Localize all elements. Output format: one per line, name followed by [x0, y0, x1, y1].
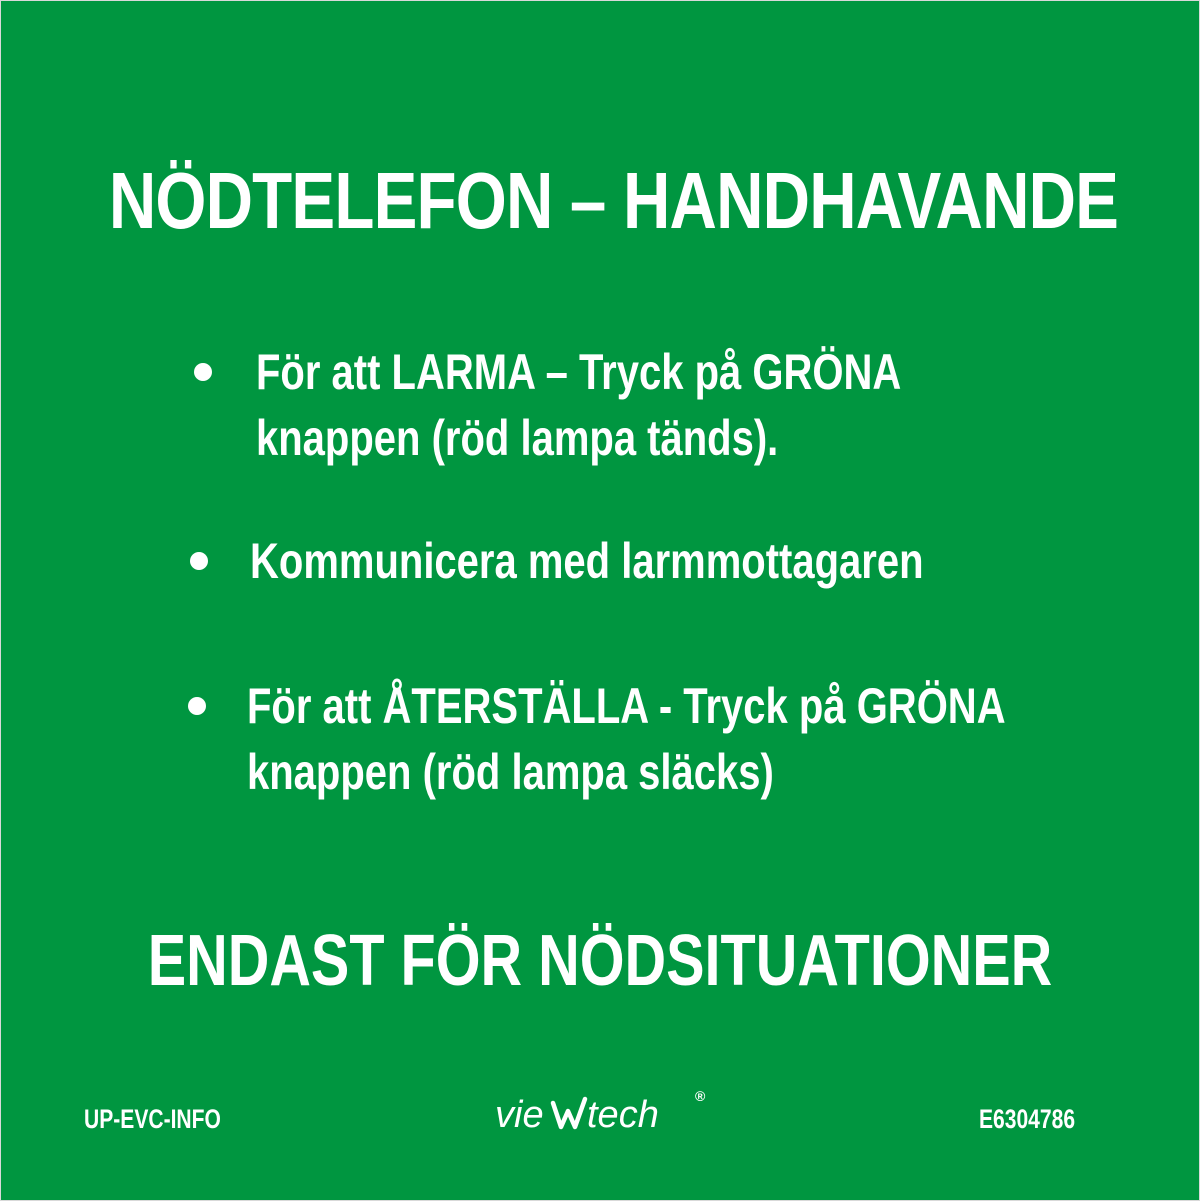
registered-mark: ® — [695, 1088, 706, 1104]
logo-text-right: tech — [587, 1094, 659, 1136]
bullet-dot-icon — [194, 363, 212, 381]
sign-title: NÖDTELEFON – HANDHAVANDE — [108, 156, 1119, 245]
emergency-only-warning: ENDAST FÖR NÖDSITUATIONER — [147, 921, 1053, 1001]
instruction-communicate — [250, 528, 924, 594]
viewtech-logo — [493, 1085, 717, 1137]
instruction-reset-line1: För att ÅTERSTÄLLA - Tryck på GRÖNA — [247, 678, 1006, 734]
bullet-dot-icon — [190, 552, 208, 570]
instruction-communicate-line1: Kommunicera med larmmottagaren — [250, 533, 924, 589]
instruction-reset — [247, 673, 1006, 805]
instruction-reset-line2: knappen (röd lampa släcks) — [247, 744, 774, 800]
instruction-alarm-line1: För att LARMA – Tryck på GRÖNA — [256, 344, 902, 400]
logo-w-mark-icon — [553, 1099, 585, 1127]
product-code: UP-EVC-INFO — [84, 1104, 221, 1134]
logo-text-left: vie — [495, 1094, 544, 1136]
instruction-alarm-line2: knappen (röd lampa tänds). — [256, 410, 779, 466]
article-number: E6304786 — [979, 1104, 1076, 1134]
bullet-dot-icon — [188, 697, 206, 715]
instruction-alarm — [256, 339, 901, 471]
